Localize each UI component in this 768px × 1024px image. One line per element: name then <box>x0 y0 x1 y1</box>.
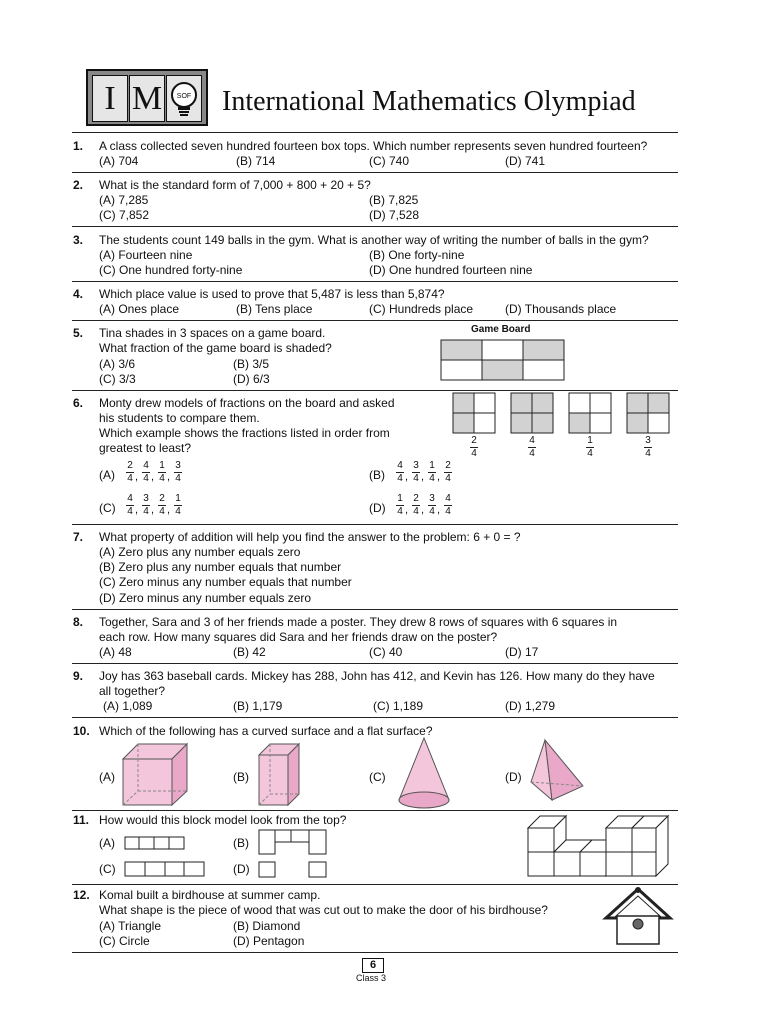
lightbulb-icon <box>167 76 201 121</box>
board-cell-shaded <box>441 340 482 360</box>
option-fraction: $\frac{4}{4}$ <box>143 460 149 484</box>
q5-option-d[interactable]: (D) 6/3 <box>233 372 270 386</box>
logo-badge-text: SOF <box>176 93 192 100</box>
q8-line2: each row. How many squares did Sara and her friends draw on the poster? <box>99 630 498 644</box>
divider <box>72 884 678 885</box>
option-fraction: $\frac{1}{4}$ <box>429 460 435 484</box>
q6-option-a[interactable]: (A) <box>99 468 115 482</box>
board-cell-shaded <box>523 340 564 360</box>
q4-option-a[interactable]: (A) Ones place <box>99 302 180 316</box>
divider <box>72 663 678 664</box>
q11-option-d[interactable]: (D) <box>233 862 250 876</box>
q6-line4: greatest to least? <box>99 441 192 455</box>
q7-text: What property of addition will help you find the answer to the problem: 6 + 0 = ? <box>99 530 521 544</box>
q10-text: Which of the following has a curved surface and a flat surface? <box>99 724 433 738</box>
option-fraction: $\frac{4}{4}$ <box>127 493 133 517</box>
q11-option-c[interactable]: (C) <box>99 862 116 876</box>
option-fraction: $\frac{3}{4}$ <box>429 493 435 517</box>
q11-option-b[interactable]: (B) <box>233 836 249 850</box>
q6-option-c[interactable]: (C) <box>99 501 116 515</box>
model-fraction-label: $\frac{2}{4}$ <box>471 435 477 459</box>
game-board-label: Game Board <box>471 324 531 335</box>
board-cell-shaded <box>482 360 523 380</box>
divider <box>72 810 678 811</box>
q3-number: 3. <box>73 233 84 247</box>
q3-option-c[interactable]: (C) One hundred forty-nine <box>99 263 243 277</box>
q7-number: 7. <box>73 530 84 544</box>
q6-number: 6. <box>73 396 84 410</box>
class-label: Class 3 <box>356 973 387 983</box>
q8-option-a[interactable]: (A) 48 <box>99 645 132 659</box>
q1-text: A class collected seven hundred fourteen box tops. Which number represents seven hundred fourteen? <box>99 139 648 153</box>
q8-option-c[interactable]: (C) 40 <box>369 645 403 659</box>
option-fraction: $\frac{2}{4}$ <box>159 493 165 517</box>
q3-option-b[interactable]: (B) One forty-nine <box>369 248 465 262</box>
divider <box>72 226 678 227</box>
q12-option-d[interactable]: (D) Pentagon <box>233 934 305 948</box>
option-fraction: $\frac{2}{4}$ <box>413 493 419 517</box>
option-fraction: $\frac{2}{4}$ <box>445 460 451 484</box>
q11-c-figure <box>124 861 206 877</box>
q10-option-a[interactable]: (A) <box>99 770 115 784</box>
cuboid-figure <box>256 741 302 807</box>
q1-option-b[interactable]: (B) 714 <box>236 154 276 168</box>
q5-option-a[interactable]: (A) 3/6 <box>99 357 136 371</box>
q3-option-a[interactable]: (A) Fourteen nine <box>99 248 193 262</box>
logo-letter-i: I <box>92 75 128 122</box>
q11-a-figure <box>124 836 186 850</box>
q1-option-a[interactable]: (A) 704 <box>99 154 139 168</box>
option-fraction: $\frac{4}{4}$ <box>445 493 451 517</box>
q7-option-a[interactable]: (A) Zero plus any number equals zero <box>99 545 301 559</box>
q8-line1: Together, Sara and 3 of her friends made a poster. They drew 8 rows of squares with 6 squares in <box>99 615 618 629</box>
model-fraction-label: $\frac{3}{4}$ <box>645 435 651 459</box>
q6-option-b[interactable]: (B) <box>369 468 385 482</box>
divider <box>72 524 678 525</box>
q2-number: 2. <box>73 178 84 192</box>
option-fraction: $\frac{1}{4}$ <box>397 493 403 517</box>
q4-number: 4. <box>73 287 84 301</box>
q2-option-d[interactable]: (D) 7,528 <box>369 208 420 222</box>
q8-option-d[interactable]: (D) 17 <box>505 645 539 659</box>
q10-number: 10. <box>73 724 90 738</box>
q11-option-a[interactable]: (A) <box>99 836 115 850</box>
q10-option-b[interactable]: (B) <box>233 770 249 784</box>
q10-option-c[interactable]: (C) <box>369 770 386 784</box>
board-cell <box>482 340 523 360</box>
imo-logo <box>86 69 208 126</box>
q3-text: The students count 149 balls in the gym. What is another way of writing the number of balls in the gym? <box>99 233 649 247</box>
q3-option-d[interactable]: (D) One hundred fourteen nine <box>369 263 533 277</box>
logo-bulb-icon <box>166 75 202 122</box>
q11-number: 11. <box>73 813 90 827</box>
q1-number: 1. <box>73 139 84 153</box>
q1-option-d[interactable]: (D) 741 <box>505 154 546 168</box>
divider <box>72 717 678 718</box>
cone-figure <box>396 736 452 810</box>
q2-text: What is the standard form of 7,000 + 800 + 20 + 5? <box>99 178 371 192</box>
fraction-model-1-4 <box>568 392 613 434</box>
q6-line3: Which example shows the fractions listed in order from <box>99 426 390 440</box>
q5-option-b[interactable]: (B) 3/5 <box>233 357 270 371</box>
logo-letter-m: M <box>129 75 165 122</box>
option-fraction: $\frac{2}{4}$ <box>127 460 133 484</box>
birdhouse-icon <box>602 886 674 948</box>
divider <box>72 390 678 391</box>
q11-b-figure <box>258 829 328 855</box>
model-fraction-label: $\frac{1}{4}$ <box>587 435 593 459</box>
divider <box>72 281 678 282</box>
q5-line2: What fraction of the game board is shaded? <box>99 341 332 355</box>
pyramid-figure <box>528 738 586 804</box>
divider <box>72 172 678 173</box>
block-model-figure <box>526 812 672 878</box>
option-fraction: $\frac{3}{4}$ <box>413 460 419 484</box>
q5-line1: Tina shades in 3 spaces on a game board. <box>99 326 326 340</box>
q9-option-d[interactable]: (D) 1,279 <box>505 699 556 713</box>
model-fraction-label: $\frac{4}{4}$ <box>529 435 535 459</box>
q4-option-d[interactable]: (D) Thousands place <box>505 302 617 316</box>
option-fraction: $\frac{3}{4}$ <box>175 460 181 484</box>
q6-line1: Monty drew models of fractions on the board and asked <box>99 396 395 410</box>
board-cell <box>441 360 482 380</box>
q2-option-c[interactable]: (C) 7,852 <box>99 208 150 222</box>
q9-line1: Joy has 363 baseball cards. Mickey has 288, John has 412, and Kevin has 126. How many do they have <box>99 669 655 683</box>
q12-option-b[interactable]: (B) Diamond <box>233 919 301 933</box>
option-fraction: $\frac{3}{4}$ <box>143 493 149 517</box>
fraction-model-3-4 <box>626 392 671 434</box>
q11-text: How would this block model look from the top? <box>99 813 347 827</box>
q7-option-c[interactable]: (C) Zero minus any number equals that number <box>99 575 352 589</box>
game-board-figure <box>440 339 566 381</box>
fraction-model-4-4 <box>510 392 555 434</box>
q9-option-a[interactable]: (A) 1,089 <box>103 699 153 713</box>
divider <box>72 320 678 321</box>
divider <box>72 132 678 133</box>
q4-text: Which place value is used to prove that 5,487 is less than 5,874? <box>99 287 445 301</box>
board-cell <box>523 360 564 380</box>
q11-d-figure <box>258 861 328 879</box>
fraction-model-2-4 <box>452 392 497 434</box>
q10-option-d[interactable]: (D) <box>505 770 522 784</box>
q8-option-b[interactable]: (B) 42 <box>233 645 266 659</box>
q1-option-c[interactable]: (C) 740 <box>369 154 410 168</box>
q12-number: 12. <box>73 888 90 902</box>
option-fraction: $\frac{4}{4}$ <box>397 460 403 484</box>
q12-option-c[interactable]: (C) Circle <box>99 934 150 948</box>
page-title: International Mathematics Olympiad <box>222 86 636 117</box>
q9-option-b[interactable]: (B) 1,179 <box>233 699 283 713</box>
q12-line2: What shape is the piece of wood that was cut out to make the door of his birdhouse? <box>99 903 548 917</box>
q9-number: 9. <box>73 669 84 683</box>
page-number: 6 <box>362 958 384 973</box>
option-fraction: $\frac{1}{4}$ <box>159 460 165 484</box>
divider <box>72 952 678 953</box>
q7-option-b[interactable]: (B) Zero plus any number equals that number <box>99 560 342 574</box>
q12-option-a[interactable]: (A) Triangle <box>99 919 162 933</box>
q4-option-b[interactable]: (B) Tens place <box>236 302 313 316</box>
option-fraction: $\frac{1}{4}$ <box>175 493 181 517</box>
q6-option-d[interactable]: (D) <box>369 501 386 515</box>
q9-line2: all together? <box>99 684 166 698</box>
q4-option-c[interactable]: (C) Hundreds place <box>369 302 474 316</box>
divider <box>72 609 678 610</box>
q8-number: 8. <box>73 615 84 629</box>
q7-option-d[interactable]: (D) Zero minus any number equals zero <box>99 591 312 605</box>
q12-line1: Komal built a birdhouse at summer camp. <box>99 888 321 902</box>
q2-option-b[interactable]: (B) 7,825 <box>369 193 419 207</box>
q5-option-c[interactable]: (C) 3/3 <box>99 372 136 386</box>
q5-number: 5. <box>73 326 84 340</box>
q2-option-a[interactable]: (A) 7,285 <box>99 193 149 207</box>
q9-option-c[interactable]: (C) 1,189 <box>373 699 424 713</box>
cube-figure <box>120 741 190 807</box>
q6-line2: his students to compare them. <box>99 411 260 425</box>
